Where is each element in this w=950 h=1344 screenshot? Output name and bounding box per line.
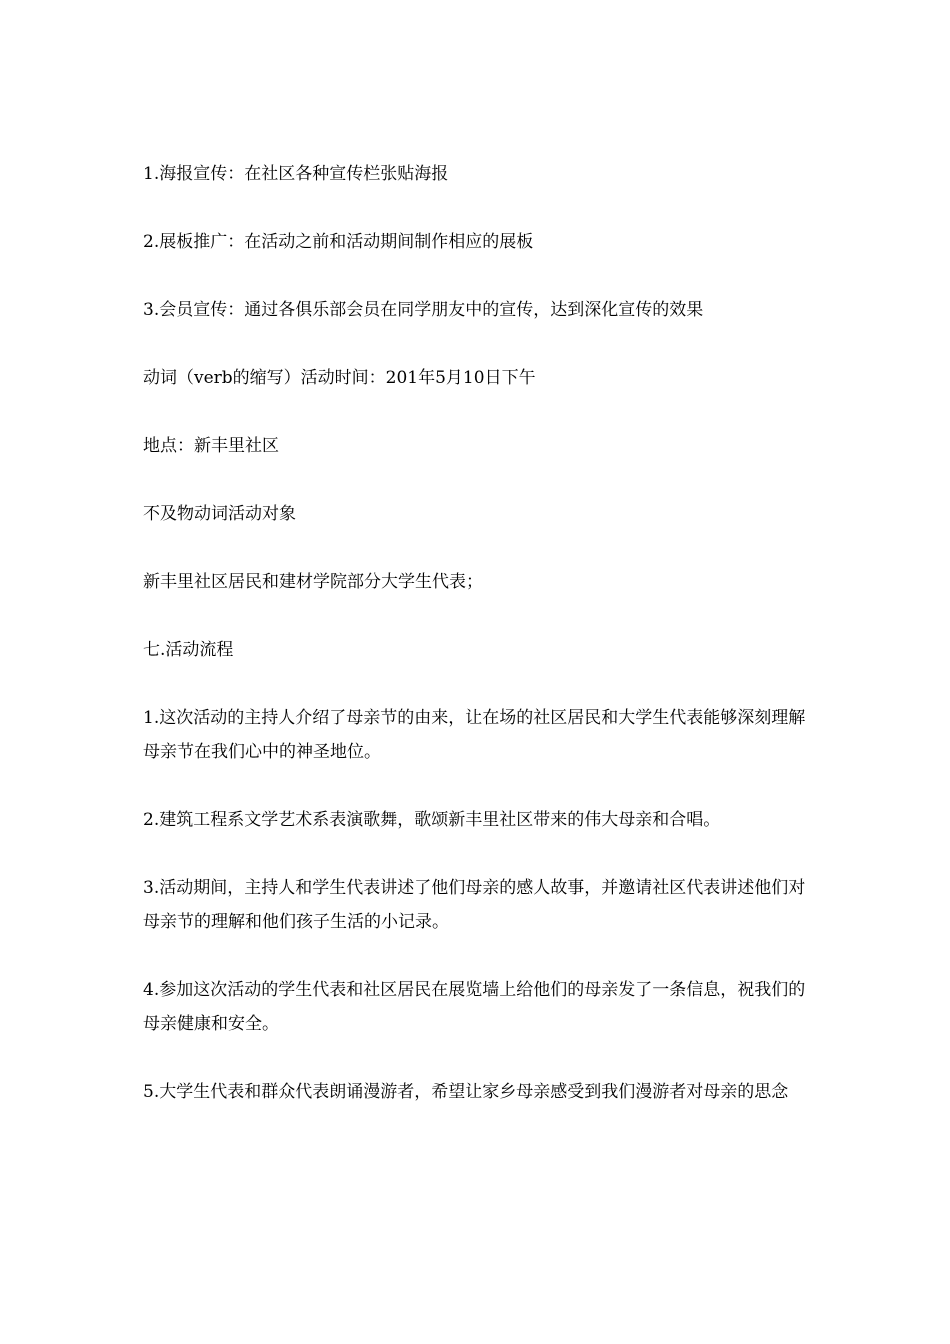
paragraph-location: 地点：新丰里社区 — [143, 436, 279, 456]
document-body — [143, 157, 808, 1109]
paragraph-process-step-4: 4.参加这次活动的学生代表和社区居民在展览墙上给他们的母亲发了一条信息，祝我们的母亲健康和安全。 — [143, 980, 806, 1034]
paragraph-audience-heading: 不及物动词活动对象 — [143, 504, 296, 524]
paragraph-activity-time: 动词（verb的缩写）活动时间：201年5月10日下午 — [143, 368, 536, 388]
paragraph-member-promotion: 3.会员宣传：通过各俱乐部会员在同学朋友中的宣传，达到深化宣传的效果 — [143, 300, 704, 320]
paragraph-process-step-2: 2.建筑工程系文学艺术系表演歌舞，歌颂新丰里社区带来的伟大母亲和合唱。 — [143, 810, 721, 830]
paragraph-display-board: 2.展板推广：在活动之前和活动期间制作相应的展板 — [143, 232, 534, 252]
paragraph-process-step-1: 1.这次活动的主持人介绍了母亲节的由来，让在场的社区居民和大学生代表能够深刻理解母亲节在我们心中的神圣地位。 — [143, 708, 806, 762]
paragraph-process-step-5: 5.大学生代表和群众代表朗诵漫游者，希望让家乡母亲感受到我们漫游者对母亲的思念 — [143, 1082, 789, 1102]
paragraph-process-step-3: 3.活动期间，主持人和学生代表讲述了他们母亲的感人故事，并邀请社区代表讲述他们对母亲节的理解和他们孩子生活的小记录。 — [143, 878, 806, 932]
paragraph-poster-promotion: 1.海报宣传：在社区各种宣传栏张贴海报 — [143, 164, 449, 184]
section-heading-process: 七.活动流程 — [143, 640, 234, 660]
paragraph-audience: 新丰里社区居民和建材学院部分大学生代表； — [143, 572, 483, 592]
